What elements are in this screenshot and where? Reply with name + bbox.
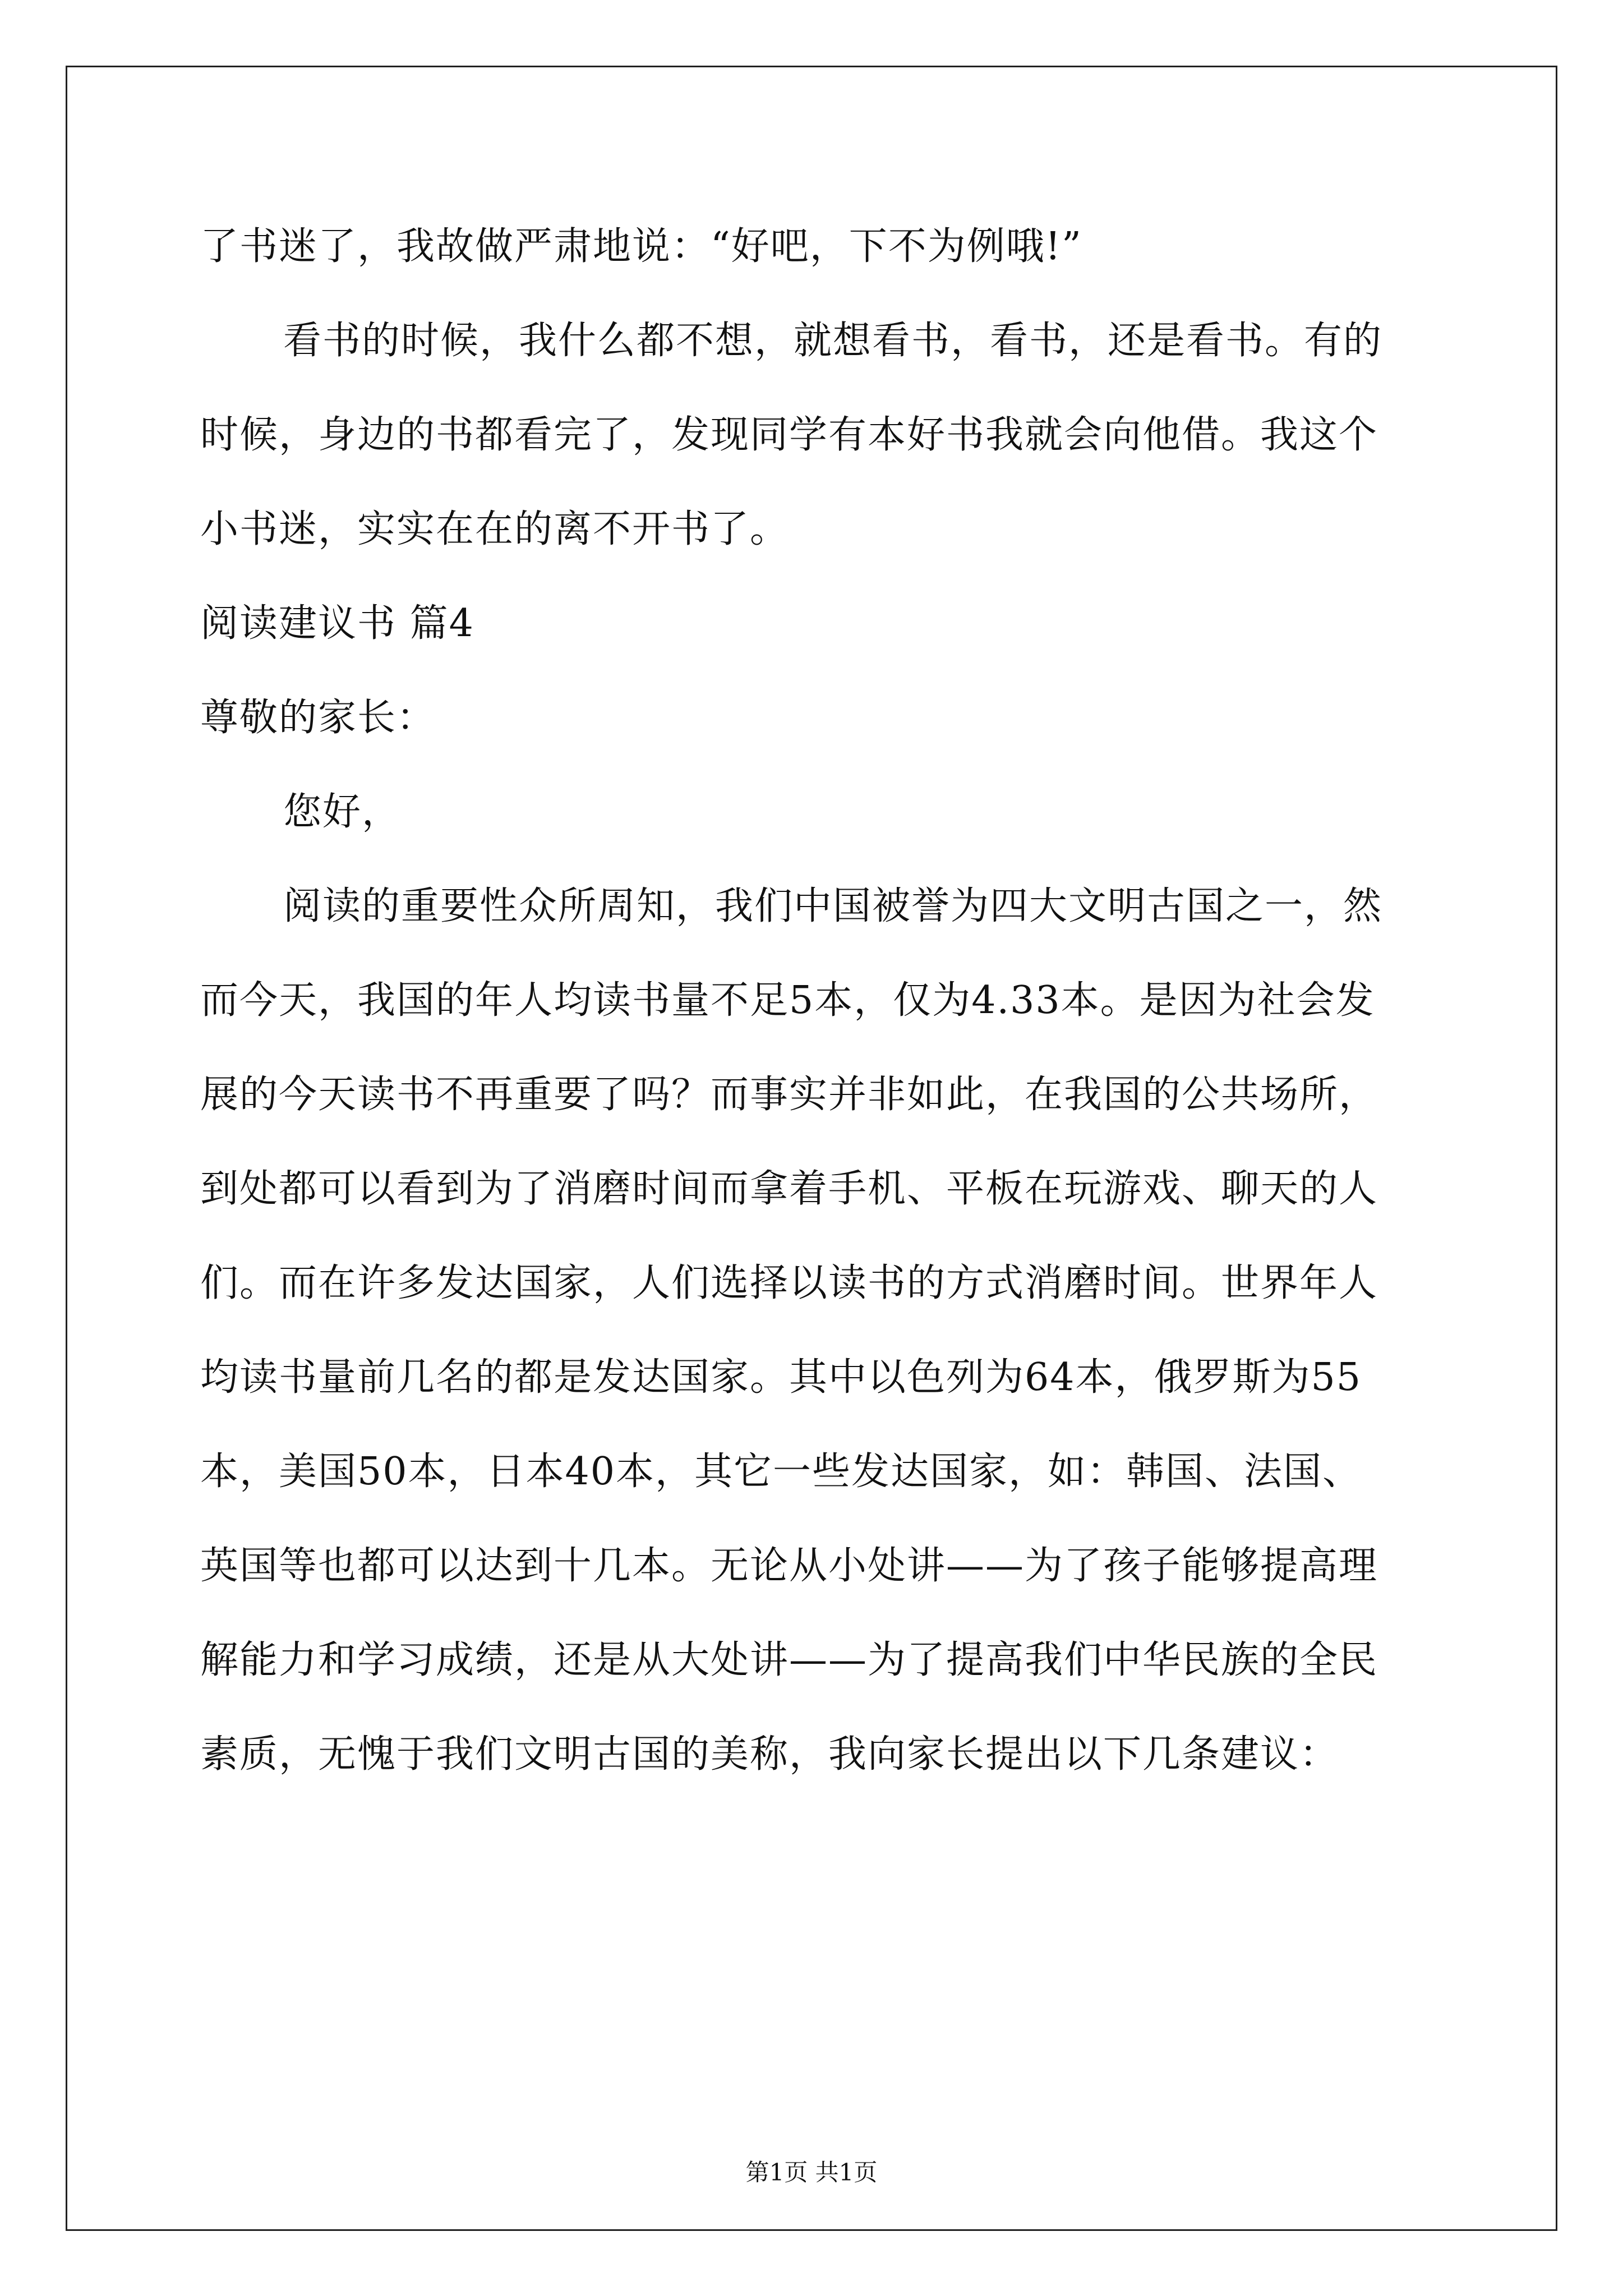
text-line-8: 阅读的重要性众所周知，我们中国被誉为四大文明古国之一，然 [283, 884, 1383, 928]
text-line-17: 素质，无愧于我们文明古国的美称，我向家长提出以下几条建议： [200, 1732, 1339, 1777]
section-heading: 阅读建议书 篇4 [200, 601, 474, 646]
text-line-10: 展的今天读书不再重要了吗？而事实并非如此，在我国的公共场所， [200, 1073, 1378, 1117]
text-line-12: 们。而在许多发达国家，人们选择以读书的方式消磨时间。世界年人 [200, 1261, 1378, 1305]
salutation: 尊敬的家长： [200, 696, 436, 740]
text-line-3: 时候，身边的书都看完了，发现同学有本好书我就会向他借。我这个 [200, 413, 1378, 457]
text-line-11: 到处都可以看到为了消磨时间而拿着手机、平板在玩游戏、聊天的人 [200, 1167, 1378, 1211]
text-line-4: 小书迷，实实在在的离不开书了。 [200, 507, 790, 551]
text-line-9: 而今天，我国的年人均读书量不足5本，仅为4.33本。是因为社会发 [200, 978, 1375, 1023]
greeting: 您好， [283, 790, 402, 834]
page-footer: 第1页 共1页 [745, 2159, 878, 2186]
text-line-13: 均读书量前几名的都是发达国家。其中以色列为64本，俄罗斯为55 [200, 1355, 1362, 1400]
page-border [66, 66, 1557, 2231]
text-line-14: 本，美国50本，日本40本，其它一些发达国家，如：韩国、法国、 [200, 1450, 1362, 1494]
text-line-15: 英国等也都可以达到十几本。无论从小处讲——为了孩子能够提高理 [200, 1544, 1378, 1588]
text-line-1: 了书迷了，我故做严肃地说：“好吧，下不为例哦!” [200, 224, 1082, 269]
text-line-16: 解能力和学习成绩，还是从大处讲——为了提高我们中华民族的全民 [200, 1638, 1378, 1682]
text-line-2: 看书的时候，我什么都不想，就想看书，看书，还是看书。有的 [283, 319, 1383, 363]
